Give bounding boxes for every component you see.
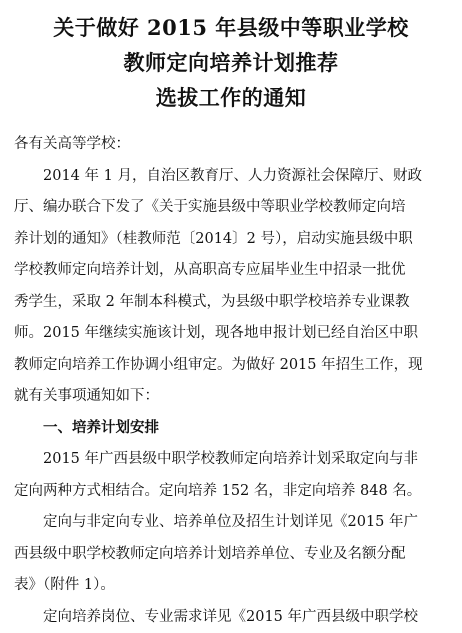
title-line-3: 选拔工作的通知 xyxy=(14,80,448,115)
body-line: 教师定向培养工作协调小组审定。为做好 2015 年招生工作，现 xyxy=(14,350,448,382)
salutation: 各有关高等学校： xyxy=(14,129,448,161)
body-line: 定向两种方式相结合。定向培养 152 名，非定向培养 848 名。 xyxy=(14,476,448,508)
title-line-2: 教师定向培养计划推荐 xyxy=(14,45,448,80)
body-line: 厅、编办联合下发了《关于实施县级中等职业学校教师定向培 xyxy=(14,192,448,224)
document-title xyxy=(14,10,448,115)
body-line: 定向与非定向专业、培养单位及招生计划详见《2015 年广 xyxy=(14,507,448,539)
section-heading: 一、培养计划安排 xyxy=(14,413,448,445)
document-body xyxy=(14,129,448,633)
body-line: 学校教师定向培养计划，从高职高专应届毕业生中招录一批优 xyxy=(14,255,448,287)
body-line: 2015 年广西县级中职学校教师定向培养计划采取定向与非 xyxy=(14,444,448,476)
body-line: 2014 年 1 月，自治区教育厅、人力资源社会保障厅、财政 xyxy=(14,161,448,193)
body-line: 西县级中职学校教师定向培养计划培养单位、专业及名额分配 xyxy=(14,539,448,571)
title-line-1: 关于做好 2015 年县级中等职业学校 xyxy=(14,10,448,45)
body-line: 师。2015 年继续实施该计划，现各地申报计划已经自治区中职 xyxy=(14,318,448,350)
body-line: 表》（附件 1）。 xyxy=(14,570,448,602)
body-line: 定向培养岗位、专业需求详见《2015 年广西县级中职学校 xyxy=(14,602,448,633)
body-line: 就有关事项通知如下： xyxy=(14,381,448,413)
body-line: 养计划的通知》（桂教师范〔2014〕2 号），启动实施县级中职 xyxy=(14,224,448,256)
body-line: 秀学生，采取 2 年制本科模式，为县级中职学校培养专业课教 xyxy=(14,287,448,319)
